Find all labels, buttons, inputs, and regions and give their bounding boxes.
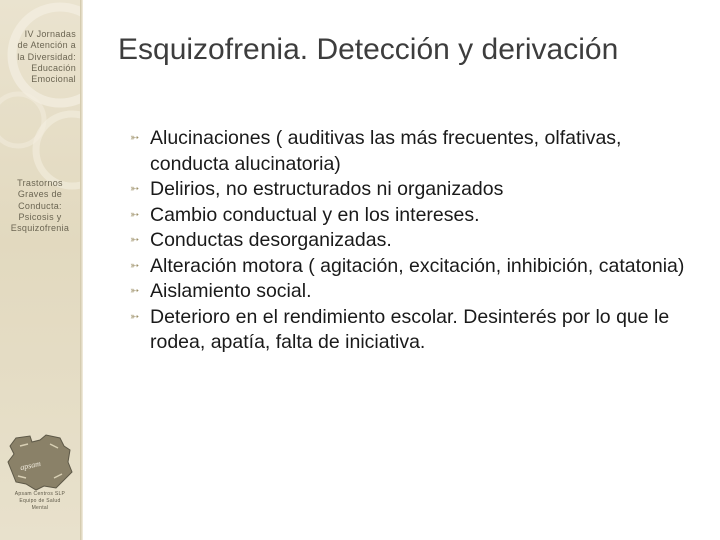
bullet-item bbox=[130, 228, 700, 254]
event-title: IV Jornadas de Atención a la Diversidad: Educación Emocional bbox=[17, 29, 76, 84]
bullet-text: Cambio conductual y en los intereses. bbox=[150, 203, 480, 226]
bullet-text: Alucinaciones ( auditivas las más frecuentes, olfativas, conducta alucinatoria) bbox=[150, 127, 622, 175]
bullet-text: Deterioro en el rendimiento escolar. Desinterés por lo que le rodea, apatía, falta de iniciativa. bbox=[150, 305, 670, 353]
bullet-item bbox=[130, 177, 700, 203]
bullet-item bbox=[130, 203, 700, 229]
logo-text: apsam bbox=[19, 458, 42, 473]
sidebar-divider bbox=[80, 0, 83, 540]
section-title: Trastornos Graves de Conducta: Psicosis y Esquizofrenia bbox=[10, 178, 70, 233]
bullet-item bbox=[130, 279, 700, 305]
bullet-arrow-icon: ➳ bbox=[130, 285, 140, 297]
bullet-list bbox=[130, 126, 700, 356]
bullet-text: Aislamiento social. bbox=[150, 280, 312, 302]
bullet-item bbox=[130, 305, 700, 356]
bullet-text: Alteración motora ( agitación, excitación, inhibición, catatonia) bbox=[150, 254, 685, 277]
bullet-text: Conductas desorganizadas. bbox=[150, 229, 392, 251]
bullet-item bbox=[130, 126, 700, 177]
sidebar bbox=[0, 0, 80, 540]
bullet-arrow-icon: ➳ bbox=[130, 132, 140, 144]
bullet-arrow-icon: ➳ bbox=[130, 234, 140, 246]
bullet-arrow-icon: ➳ bbox=[130, 259, 140, 272]
slide-title: Esquizofrenia. Detección y derivación bbox=[118, 33, 619, 66]
bullet-arrow-icon: ➳ bbox=[130, 183, 140, 195]
organization-name: Apsam Centros SLP Equipo de Salud Mental bbox=[14, 491, 66, 511]
bullet-arrow-icon: ➳ bbox=[130, 310, 140, 323]
bullet-text: Delirios, no estructurados ni organizados bbox=[150, 178, 504, 200]
bullet-arrow-icon: ➳ bbox=[130, 208, 140, 221]
bullet-item bbox=[130, 254, 700, 280]
